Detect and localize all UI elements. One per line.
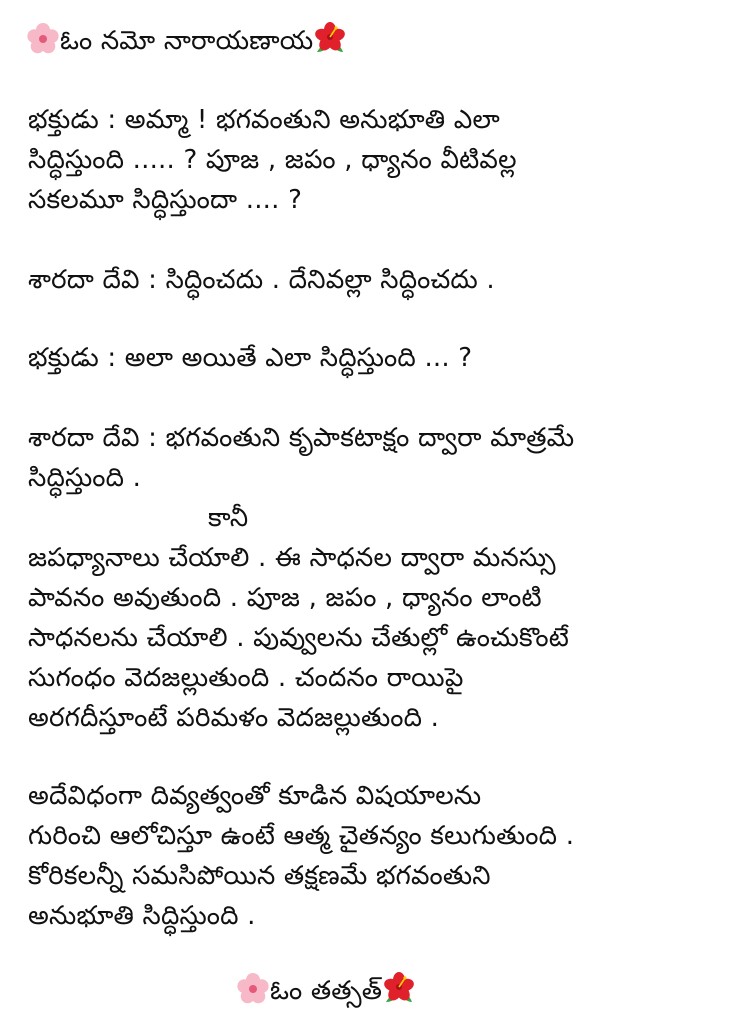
text-line: అరగదీస్తూంటే పరిమళం వెదజల్లుతుంది .	[28, 703, 440, 733]
text-line: కోరికలన్నీ సమసిపోయిన తక్షణమే భగవంతుని	[28, 861, 491, 891]
text-line: కానీ	[208, 503, 249, 533]
hibiscus-icon	[313, 22, 347, 56]
footer-text: ఓం తత్సత్	[270, 976, 383, 1006]
cherry-blossom-icon	[236, 972, 270, 1006]
text-line: సాధనలను చేయాలి . పువ్వులను చేతుల్లో ఉంచుకొంటే	[28, 623, 570, 653]
text-line: జపధ్యానాలు చేయాలి . ఈ సాధనల ద్వారా మనస్సు	[28, 543, 556, 573]
text-line: భక్తుడు : అలా అయితే ఎలా సిద్ధిస్తుంది ... ?	[28, 343, 473, 373]
hibiscus-icon	[382, 972, 416, 1006]
text-line: సకలమూ సిద్ధిస్తుందా .... ?	[28, 185, 303, 215]
text-line: సిద్ధిస్తుంది .	[28, 463, 142, 493]
header-title: ఓం నమో నారాయణాయ	[60, 26, 314, 56]
text-line: సుగంధం వెదజల్లుతుంది . చందనం రాయిపై	[28, 663, 464, 693]
text-line: అదేవిధంగా దివ్యత్వంతో కూడిన విషయాలను	[28, 781, 482, 811]
text-line: గురించి ఆలోచిస్తూ ఉంటే ఆత్మ చైతన్యం కలుగుతుంది .	[28, 821, 575, 851]
text-line: పావనం అవుతుంది . పూజ , జపం , ధ్యానం లాంటి	[28, 583, 542, 613]
text-line: అనుభూతి సిద్ధిస్తుంది .	[28, 901, 256, 931]
text-line: భక్తుడు : అమ్మా ! భగవంతుని అనుభూతి ఎలా	[28, 105, 500, 135]
text-line: సిద్ధిస్తుంది ..... ? పూజ , జపం , ధ్యానం వీటివల్ల	[28, 145, 517, 175]
text-line: శారదా దేవి : సిద్ధించదు . దేనివల్లా సిద్ధించదు .	[28, 265, 495, 295]
footer-line	[236, 972, 416, 1009]
header-line	[26, 22, 347, 59]
text-line: శారదా దేవి : భగవంతుని కృపాకటాక్షం ద్వారా మాత్రమే	[28, 423, 575, 453]
cherry-blossom-icon	[26, 22, 60, 56]
